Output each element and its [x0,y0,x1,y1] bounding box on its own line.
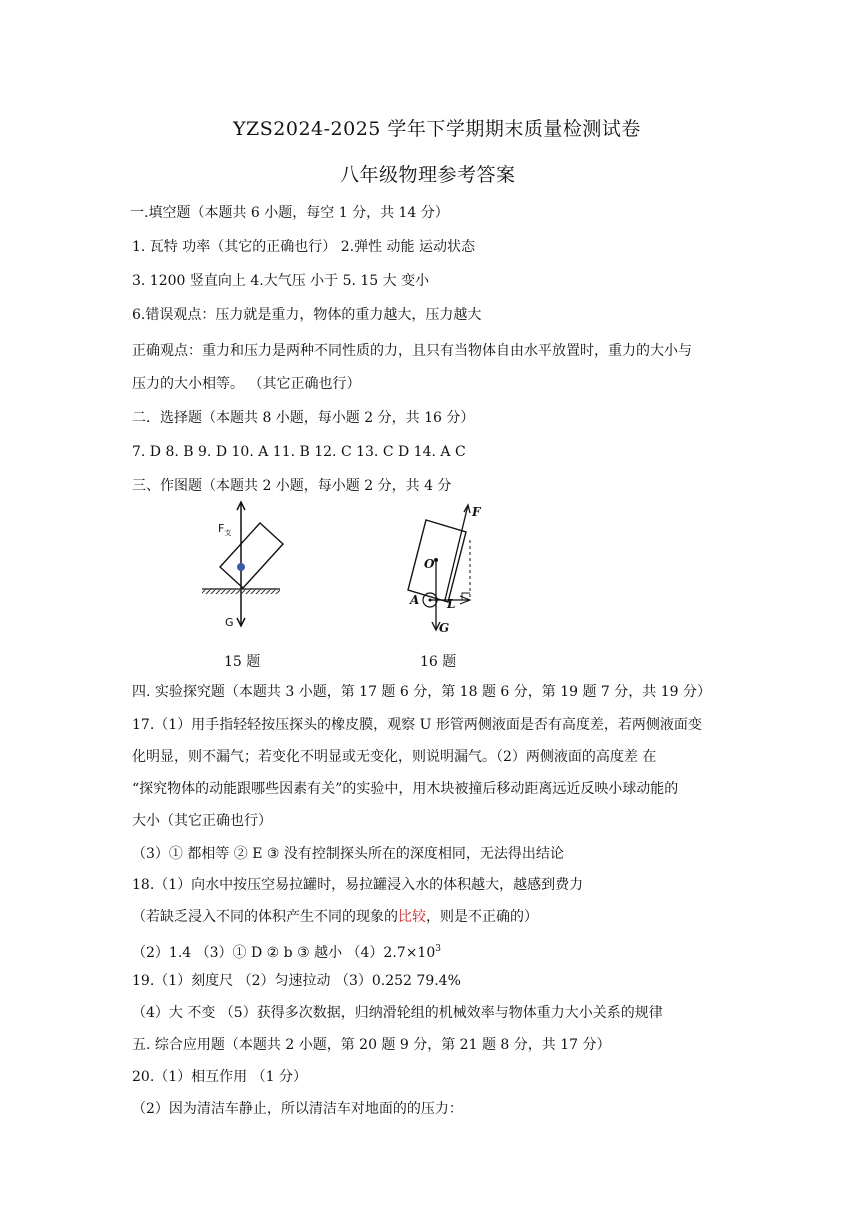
answer-17-line-b: 化明显，则不漏气；若变化不明显或无变化，则说明漏气。（2）两侧液面的高度差 在 [132,749,657,765]
highlighted-word: 比较 [398,909,426,925]
section-3-heading: 三、作图题（本题共 2 小题，每小题 2 分，共 4 分 [132,478,452,494]
answer-19-line-b: （4）大 不变 （5）获得多次数据，归纳滑轮组的机械效率与物体重力大小关系的规律 [132,1005,663,1021]
section-4-heading: 四. 实验探究题（本题共 3 小题，第 17 题 6 分，第 18 题 6 分，第 19 题 7 分，共 19 分） [132,684,711,700]
figure-16-label-a: A [410,593,420,607]
answer-17-line-c: “探究物体的动能跟哪些因素有关”的实验中，用木块被撞后移动距离远近反映小球动能的 [132,781,679,797]
answer-17-line-e: （3）① 都相等 ② E ③ 没有控制探头所在的深度相同，无法得出结论 [132,846,564,862]
page-subtitle: 八年级物理参考答案 [340,164,516,186]
section-1-heading: 一.填空题（本题共 6 小题，每空 1 分，共 14 分） [130,205,449,221]
answer-line-1: 1. 瓦特 功率（其它的正确也行） 2.弹性 动能 运动状态 [132,239,475,255]
figure-15-diagram [190,500,310,640]
figure-15-label-g: G [225,616,234,629]
answer-19-line-a: 19.（1）刻度尺 （2）匀速拉动 （3）0.252 79.4% [132,973,461,989]
figure-15-caption: 15 题 [224,654,261,670]
figure-16-label-g: G [439,621,450,635]
answer-20-line-a: 20.（1）相互作用 （1 分） [132,1069,307,1085]
answer-18-line-a: 18.（1）向水中按压空易拉罐时，易拉罐浸入水的体积越大，越感到费力 [132,877,584,893]
answer-20-line-b: （2）因为清洁车静止，所以清洁车对地面的的压力： [132,1101,463,1117]
figure-16-label-l: L [447,597,456,611]
answer-line-6c: 压力的大小相等。 （其它正确也行） [132,376,361,392]
section-5-heading: 五. 综合应用题（本题共 2 小题，第 20 题 9 分，第 21 题 8 分，共 17 分） [132,1037,611,1053]
answer-17-line-d: 大小（其它正确也行） [132,813,272,829]
figure-15-label-f: $F_支$ [218,522,232,538]
section-2-heading: 二．选择题（本题共 8 小题，每小题 2 分，共 16 分） [132,410,475,426]
answer-17-line-a: 17.（1）用手指轻轻按压探头的橡皮膜，观察 U 形管两侧液面是否有高度差，若两侧液面变 [132,717,702,733]
figure-16-label-o: O [424,557,435,571]
answer-18-line-c: （2）1.4 （3）① D ② b ③ 越小 $(4)2.7\times 10^3$ [132,944,441,961]
answer-line-6: 6.错误观点：压力就是重力，物体的重力越大，压力越大 [132,307,482,323]
page-title: YZS2024-2025 学年下学期期末质量检测试卷 [233,118,641,140]
figure-16-diagram [400,500,500,640]
multiple-choice-answers: 7. D 8. B 9. D 10. A 11. B 12. C 13. C D 14. A C [132,444,466,460]
figure-16-caption: 16 题 [420,654,457,670]
answer-18-line-b: （若缺乏浸入不同的体积产生不同的现象的比较，则是不正确的） [132,909,538,925]
figure-16-label-f: F [472,505,481,519]
answer-line-6b: 正确观点：重力和压力是两种不同性质的力，且只有当物体自由水平放置时，重力的大小与 [132,343,692,359]
answer-line-3: 3. 1200 竖直向上 4.大气压 小于 5. 15 大 变小 [132,273,430,289]
